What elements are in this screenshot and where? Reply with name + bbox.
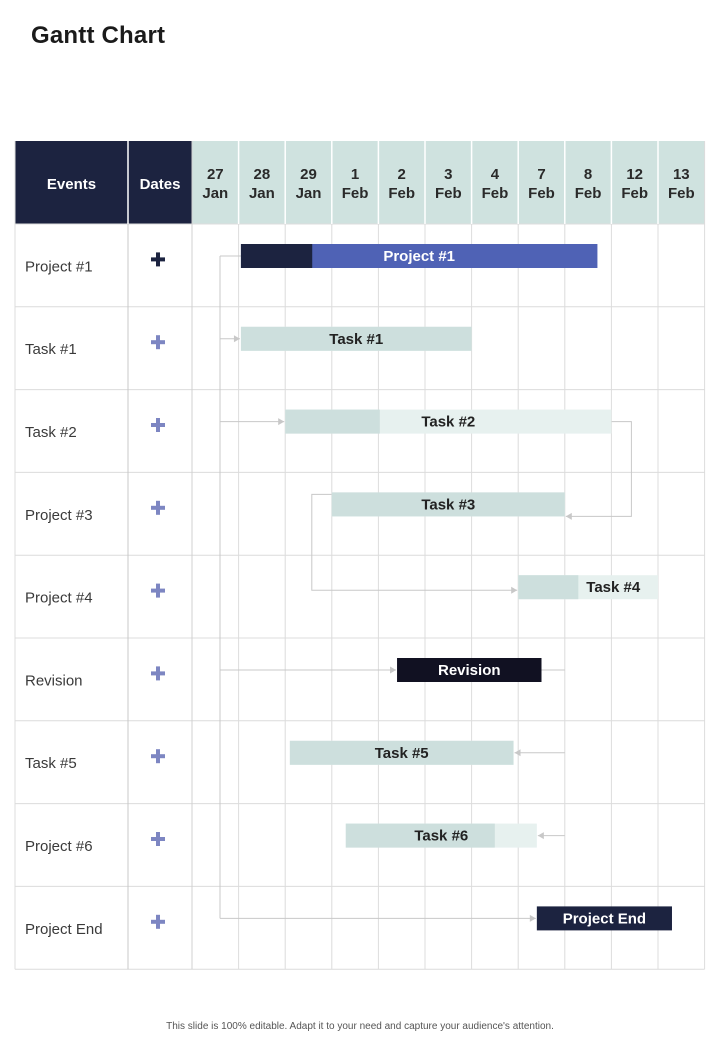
date-day-label: 3 <box>444 166 453 183</box>
connector-arrow <box>538 832 544 839</box>
date-month-label: Feb <box>481 185 509 202</box>
date-month-label: Feb <box>667 185 695 202</box>
bar-label: Task #3 <box>421 496 476 514</box>
bar-label: Revision <box>438 662 501 679</box>
plus-icon <box>156 501 160 515</box>
event-label: Project #1 <box>25 258 93 276</box>
date-month-label: Feb <box>528 185 555 202</box>
plus-icon <box>156 418 160 432</box>
event-label: Task #2 <box>25 424 77 441</box>
date-month-label: Feb <box>341 185 369 202</box>
event-label: Project #3 <box>25 506 93 524</box>
date-month-label: Jan <box>295 185 322 202</box>
plus-icon <box>156 832 160 846</box>
bar-progress <box>285 410 380 434</box>
date-month-label: Feb <box>388 185 416 202</box>
date-month-label: Feb <box>574 185 602 202</box>
bar-label: Task #2 <box>421 413 476 431</box>
connector-arrow <box>511 587 517 594</box>
bar-label: Task #1 <box>329 330 384 348</box>
plus-icon <box>156 252 160 266</box>
connector-arrow <box>390 667 396 674</box>
date-month-label: Jan <box>248 185 275 202</box>
date-day-label: 29 <box>300 166 317 183</box>
bar-label: Project #1 <box>383 248 456 265</box>
date-day-label: 12 <box>626 166 644 183</box>
date-day-label: 28 <box>253 166 271 183</box>
bar-label: Task #4 <box>586 579 641 597</box>
connector-arrow <box>530 915 536 922</box>
bar-progress <box>518 575 578 599</box>
date-day-label: 1 <box>350 166 360 183</box>
date-month-label: Feb <box>621 185 649 202</box>
bar-label: Task #5 <box>374 744 429 762</box>
date-day-label: 4 <box>490 166 500 183</box>
bar-label: Project End <box>562 910 647 928</box>
plus-icon <box>156 584 160 598</box>
header-dates-label: Dates <box>139 176 181 193</box>
connector-line <box>566 422 632 517</box>
plus-icon <box>156 915 160 929</box>
date-day-label: 2 <box>397 166 406 183</box>
date-month-label: Feb <box>434 185 462 202</box>
date-day-label: 13 <box>672 166 690 183</box>
connector-arrow <box>515 749 521 756</box>
bar-label: Task #6 <box>414 827 469 845</box>
connector-arrow <box>566 513 572 520</box>
event-label: Project #4 <box>25 589 93 607</box>
event-label: Revision <box>25 672 83 690</box>
date-month-label: Jan <box>202 185 229 202</box>
footer-note: This slide is 100% editable. Adapt it to your need and capture your audience's attention. <box>166 1021 554 1032</box>
plus-icon <box>156 335 160 349</box>
event-label: Task #1 <box>25 341 77 359</box>
event-label: Project End <box>25 920 103 938</box>
plus-icon <box>156 749 160 763</box>
event-label: Task #5 <box>25 755 77 773</box>
connector-arrow <box>278 418 284 425</box>
date-day-label: 7 <box>537 166 546 183</box>
date-day-label: 27 <box>206 166 224 183</box>
bar-progress <box>241 244 312 268</box>
page-title: Gantt Chart <box>31 22 166 49</box>
plus-icon <box>156 666 160 680</box>
header-events-label: Events <box>46 176 97 193</box>
event-label: Project #6 <box>25 838 93 855</box>
date-day-label: 8 <box>583 166 593 183</box>
